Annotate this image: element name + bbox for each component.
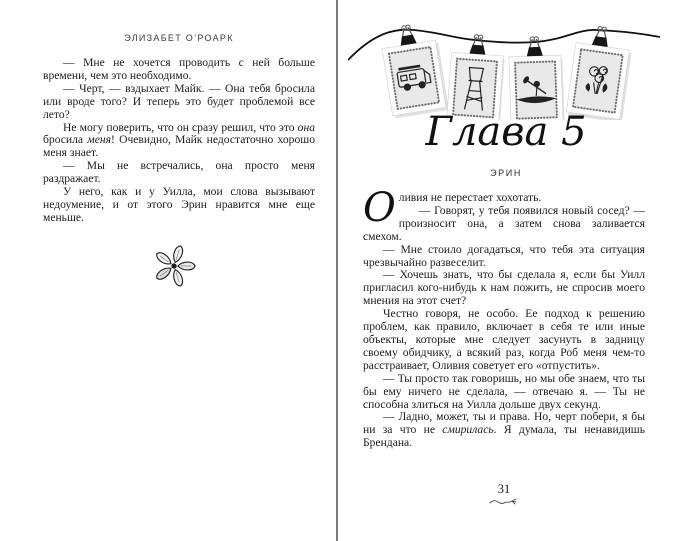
- paragraph: — Черт, — вздыхает Майк. — Она тебя бросила или вроде того? И теперь это будет проблемой все лето?: [43, 81, 315, 121]
- right-page-body: [363, 185, 645, 450]
- binder-clip-icon: [398, 24, 417, 45]
- paragraph: Не могу поверить, что он сразу решил, что это она бросила меня! Очевидно, Майк недостаточно хорошо меня знает.: [43, 120, 315, 160]
- photo-card-lifeguard-chair: [446, 33, 506, 120]
- paragraph: — Ты просто так говоришь, но мы обе знаем, что ты бы ему ничего не сделала, — отвечаю я. — Ты не способна злиться на Уилла дольше двух секунд.: [363, 371, 645, 411]
- chapter-subtitle: ЭРИН: [490, 168, 522, 178]
- paragraph: — Хочешь знать, что бы сделала я, если бы Уилл пригласил кого-нибудь к нам пожить, не спросив моего мнения на этот счет?: [363, 268, 645, 308]
- drop-cap: О: [363, 185, 396, 231]
- paragraph: — Мне стоило догадаться, что тебя эта ситуация чрезвычайно развеселит.: [363, 242, 645, 269]
- paragraph: — Ладно, может, ты и права. Но, черт побери, я бы ни за что не смирилась. Я думала, ты ненавидишь Брендана.: [363, 410, 645, 450]
- left-page-body: [43, 57, 315, 225]
- paragraph: ливия не перестает хохотать.: [398, 191, 542, 204]
- photo-card-kayaker: [508, 36, 565, 120]
- page-left[interactable]: [0, 0, 336, 541]
- paragraph: Честно говоря, не особо. Ее подход к решению проблем, как правило, включает в себя те или иные объекты, которые мне следует засунуть в задницу своему обидчику, а всякий раз, когда Роб меня чем-то расстраивает, Оливия советует его «отпустить».: [363, 307, 645, 372]
- paragraph: У него, как и у Уилла, мои слова вызывают недоумение, и от этого Эрин нравится мне еще меньше.: [43, 185, 315, 224]
- running-header: ЭЛИЗАБЕТ О’РОАРК: [124, 33, 234, 43]
- chapter-heading: Глава 5: [425, 109, 587, 155]
- flower-ornament-svg: [150, 242, 198, 290]
- paragraph: — Говорят, у тебя появился новый сосед? — произносит она, а затем снова заливается смехом.: [363, 203, 645, 243]
- binder-clip-icon: [469, 34, 486, 54]
- page-number-block: [363, 483, 645, 507]
- flower-petals: [150, 242, 198, 290]
- binder-clip-icon: [526, 37, 543, 57]
- binder-clip-icon: [592, 26, 611, 47]
- leaf-flourish-icon: [489, 497, 519, 507]
- photo-card-flower-bouquet: [566, 24, 635, 120]
- page-right[interactable]: [338, 0, 674, 541]
- flower-ornament-icon: [150, 242, 198, 290]
- photo-card-camper-van: [379, 21, 449, 119]
- hanging-photos-svg: [348, 18, 660, 120]
- paragraph: — Мы не встречались, она просто меня раздражает.: [43, 159, 315, 186]
- paragraph: — Мне не хочется проводить с ней больше времени, чем это необходимо.: [43, 56, 315, 82]
- page-number: 31: [497, 482, 511, 496]
